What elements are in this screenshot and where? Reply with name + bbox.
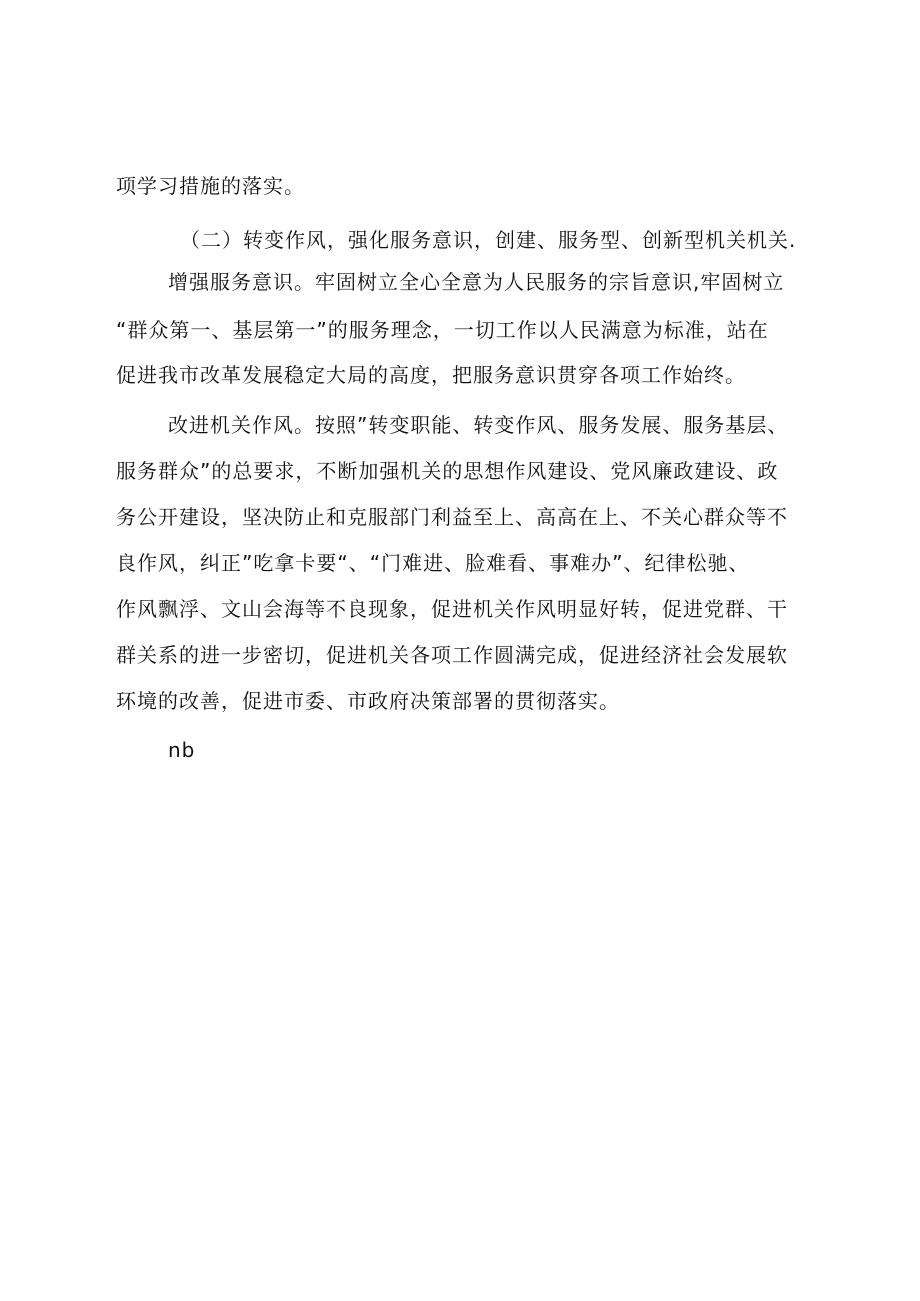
text-line: 群关系的进一步密切，促进机关各项工作圆满完成，促进经济社会发展软 [116, 643, 788, 667]
text-line: 服务群众”的总要求，不断加强机关的思想作风建设、党风廉政建设、政 [116, 459, 779, 483]
text-line: 项学习措施的落实。 [116, 174, 305, 198]
section-heading: （二）转变作风，强化服务意识，创建、服务型、创新型机关机关. [180, 228, 797, 252]
text-line: 增强服务意识。牢固树立全心全意为人民服务的宗旨意识,牢固树立 [168, 270, 785, 294]
text-line: 促进我市改革发展稳定大局的高度，把服务意识贯穿各项工作始终。 [116, 363, 746, 387]
text-line: 务公开建设，坚决防止和克服部门利益至上、高高在上、不关心群众等不 [116, 505, 788, 529]
text-line: 环境的改善，促进市委、市政府决策部署的贯彻落实。 [116, 689, 620, 713]
text-line: 良作风，纠正”吃拿卡要“、“门难进、脸难看、事难办”、纪律松驰、 [116, 551, 750, 575]
text-line: 改进机关作风。按照”转变职能、转变作风、服务发展、服务基层、 [168, 413, 789, 437]
text-line: nb [168, 738, 196, 762]
text-line: “群众第一、基层第一”的服务理念，一切工作以人民满意为标准，站在 [116, 318, 769, 342]
text-line: 作风飘浮、文山会海等不良现象，促进机关作风明显好转，促进党群、干 [116, 597, 788, 621]
